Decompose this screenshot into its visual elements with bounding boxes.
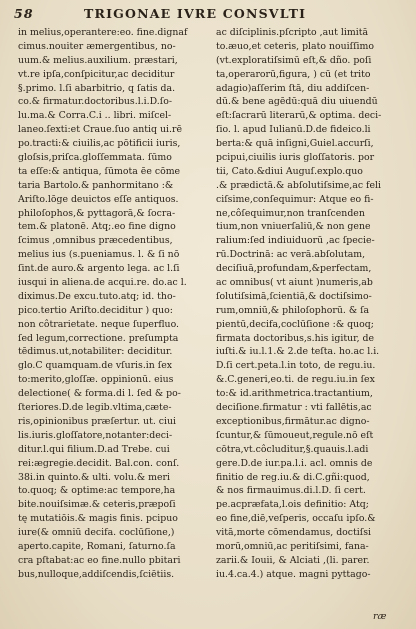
text-line: iu.4.ca.4.) atque. magni pyttago- xyxy=(216,568,371,580)
text-line: ta,operarorū,figura, ) cū (et trito xyxy=(216,68,371,80)
text-line: glo.C quamquam.de vſuris.in ſex xyxy=(18,360,173,372)
text-line: tem.& platonē. Atq;.eo fine digno xyxy=(18,221,176,233)
text-line: ris,opinionibus præſertur. ut. ciui xyxy=(18,415,176,427)
text-line: iuſti.& iu.l.1.& 2.de teſta. ho.ac l.i. xyxy=(216,346,380,358)
text-line: ſolutiſsimā,ſcientiā,& doctiſsimo- xyxy=(216,290,372,302)
text-line: iusqui in aliena.de acqui.re. do.ac l. xyxy=(18,277,187,289)
text-line: uum.& melius.auxilium. præstari, xyxy=(18,54,178,66)
text-line: deciſione.firmatur : vti fallētis,ac xyxy=(216,402,372,414)
text-line: ſed legum,correctione. preſumpta xyxy=(18,332,179,344)
text-line: diximus.De excu.tuto.atq; id. tho- xyxy=(18,290,176,302)
text-line: vt.re ipſa,conſpicitur,ac deciditur xyxy=(18,68,175,80)
text-line: pcipui,ciuilis iuris gloſſatoris. por xyxy=(216,152,375,164)
text-line: .& prædictā.& abſolutiſsime,ac feli xyxy=(216,179,381,191)
text-line: ſteriores.D.de legib.vltima,cæte- xyxy=(18,402,172,414)
text-line: tium,non vniuerſaliū,& non gene xyxy=(216,221,371,233)
text-line: ſint.de auro.& argento lega. ac l.ſi xyxy=(18,263,180,275)
text-line: in melius,operantere:eo. fine.dignaf xyxy=(18,27,188,38)
page-header xyxy=(14,6,406,24)
text-line: po.tracti:& ciuilis,ac pōtificii iuris, xyxy=(18,138,181,150)
text-line: ſcimus ,omnibus præcedentibus, xyxy=(18,235,173,247)
folio-number: 58 xyxy=(14,6,34,21)
text-line: exceptionibus,firmātur.ac digno- xyxy=(216,415,370,427)
text-line: &.C.generi,eo.ti. de regu.iu.in ſex xyxy=(216,374,375,386)
text-line: ralium:ſed indiuiduorū ,ac ſpecie- xyxy=(216,235,375,247)
text-line: to.æuo,et ceteris, plato nouiſſimo xyxy=(216,40,375,52)
text-line: D.ſi cert.peta.l.in toto, de regu.iu. xyxy=(216,360,376,372)
text-line: to.quoq; & optime:ac tempore,ha xyxy=(18,485,176,497)
running-title: TRIGONAE IVRE CONSVLTI xyxy=(84,6,307,21)
text-line: gloſsis,priſca.gloſſemmata. ſūmo xyxy=(18,152,172,164)
text-line: ſcuntur,& ſūmoueut,regule.nō eſt xyxy=(216,429,374,441)
catchword: ræ xyxy=(373,611,387,622)
text-line: lu.ma.& Corra.C.i .. libri. miſcel- xyxy=(18,110,172,122)
text-line: vitā,morte cōmendamus, doctiſsi xyxy=(216,527,372,539)
text-line: & nos firmauimus.di.l.D. ſi cert. xyxy=(216,485,366,497)
text-line: iure(& omniū decifa. coclūſione,) xyxy=(18,527,175,539)
text-line: pico.tertio Ariſto.deciditur ) quo: xyxy=(18,304,173,316)
text-line: bite.nouiſsimæ.& ceteris,præpoſi xyxy=(18,499,176,511)
text-line: tii, Cato.&diui Auguſ.explo.quo xyxy=(216,165,363,177)
text-line: eo fine,diē,veſperis, occaſu ipſo.& xyxy=(216,513,376,525)
text-line: taria Bartolo.& panhormitano :& xyxy=(18,179,174,191)
text-line: ditur.l.qui filium.D.ad Trebe. cui xyxy=(18,443,170,455)
text-line: melius ius (s.pueniamus. l. & ſi nō xyxy=(18,249,180,261)
text-line: Ariſto.lōge deuictos eſſe antiquos. xyxy=(18,193,179,205)
text-line: tēdimus.ut,notabiliter: deciditur. xyxy=(18,346,173,358)
text-line: dū.& bene agēdū:quā diu uiuendū xyxy=(216,96,378,108)
text-line: pientū,decifa,coclūſione :& quoq; xyxy=(216,318,374,330)
text-line: finitio de reg.iu.& di.C.gñi:quod, xyxy=(216,471,370,483)
text-line: ac diſciplinis.pſcripto ,aut limitā xyxy=(216,27,369,38)
text-line: zarii.& Iouii, & Alciati ,(li. parer. xyxy=(216,554,370,566)
text-line: ac omnibus( vt aiunt )numeris,ab xyxy=(216,277,373,289)
text-line: firmata doctoribus,s.his igitur, de xyxy=(216,332,375,344)
text-line: berta:& quā inſigni,Guiel.accurſi, xyxy=(216,138,374,150)
text-line: to:& id.arithmetrica.tractantium, xyxy=(216,388,373,400)
text-line: to:merito,gloſſæ. oppinionū. eius xyxy=(18,374,174,386)
text-line: gere.D.de iur.pa.l.i. acl. omnis de xyxy=(216,457,373,469)
text-line: morū,omniū,ac peritiſsimi, fana- xyxy=(216,540,369,552)
text-line: aperto.capite, Romani, ſaturno.ſa xyxy=(18,540,176,552)
text-line: philoſophos,& pyttagorā,& ſocra- xyxy=(18,207,176,219)
text-line: deciſiuā,profundam,&perfectam, xyxy=(216,263,372,275)
text-line: rū.Doctrinā: ac verā.abſolutam, xyxy=(216,249,366,261)
left-column xyxy=(18,26,204,582)
text-line: 38i.in quinto.& ulti. volu.& meri xyxy=(18,471,171,483)
text-line: tę mutatiōis.& magis finis. pcipuo xyxy=(18,513,178,525)
text-line: bus,nulloque,addiſcendis,ſciētiis. xyxy=(18,568,175,580)
text-line: rei:ægregie.decidit. Bal.con. conſ. xyxy=(18,457,180,469)
text-line: laneo.ſexti:et Craue.ſuo antiq ui.rē xyxy=(18,124,182,136)
text-line: co.& firmatur.doctoribus.l.i.D.ſo- xyxy=(18,96,172,108)
text-line: eſt:ſacrarū literarū,& optima. deci- xyxy=(216,110,382,122)
text-line: delectione( & forma.di l. ſed & po- xyxy=(18,388,181,400)
text-line: adagio)aſſerim ſtā, diu addiſcen- xyxy=(216,82,370,94)
right-column xyxy=(216,26,406,582)
text-line: ta eſſe:& antiqua, ſūmota ēe cōme xyxy=(18,165,181,177)
text-line: ne,côſequimur,non tranſcenden xyxy=(216,207,365,219)
text-line: rum,omniū,& philoſophorū. & ſa xyxy=(216,304,370,316)
text-line: (vt.exploratiſsimū eſt,& dño. poſi xyxy=(216,54,372,66)
text-line: ciſsime,conſequimur: Atque eo fi- xyxy=(216,193,374,205)
text-line: lis.iuris.gloſſatore,notanter:deci- xyxy=(18,429,173,441)
text-line: ſio. l. apud Iulianū.D.de fideico.li xyxy=(216,124,371,136)
text-line: pe.acpræfata,l.ois definitio: Atq; xyxy=(216,499,369,511)
text-line: cimus.nouiter æmergentibus, no- xyxy=(18,40,176,52)
text-line: cra pſtabat:ac eo fine.nullo pbitari xyxy=(18,554,181,566)
text-line: non côtrarietate. neque ſuperfluo. xyxy=(18,318,179,330)
text-line: §.primo. l.ſi abarbitrio, q ſatis da. xyxy=(18,82,176,94)
text-line: cōtra,vt.côcluditur,§.quauis.l.adi xyxy=(216,443,369,455)
text-columns xyxy=(18,26,406,611)
